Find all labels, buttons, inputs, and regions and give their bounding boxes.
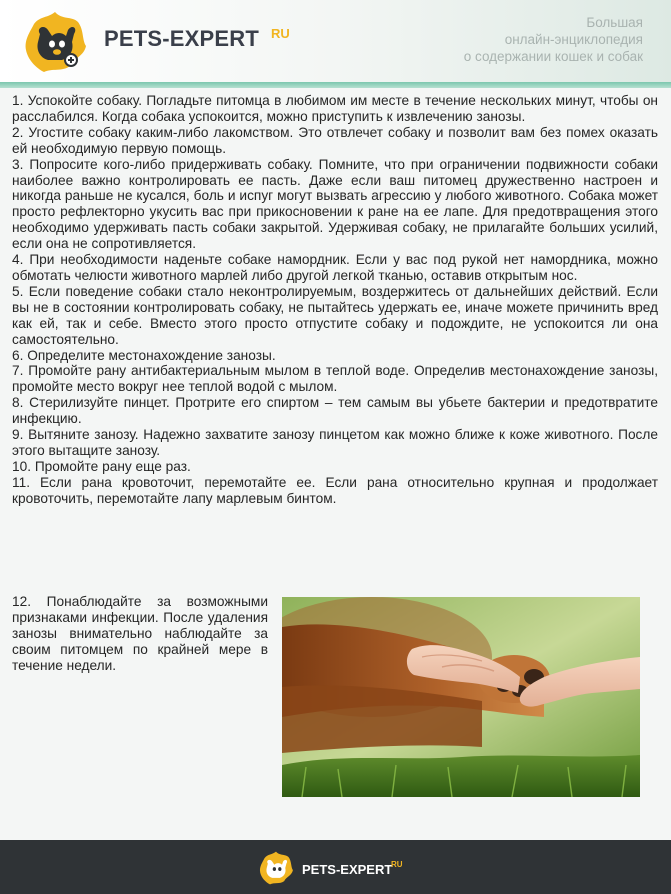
- step-paragraph: 10. Промойте рану еще раз.: [12, 458, 191, 474]
- site-header: [0, 0, 671, 82]
- footer-brand-name[interactable]: PETS-EXPERT: [302, 862, 393, 877]
- step-paragraph: 5. Если поведение собаки стало неконтролируемым, воздержитесь от дальнейших действий. Если вы не в состоянии контролировать собаку, не пытайтесь удержать ее, иначе можете причинить вред как ей, так и себе. Вместо этого просто отпустите собаку и подождите, не успокоится ли она самостоятельно.: [12, 283, 658, 347]
- pets-logo-icon[interactable]: [258, 850, 294, 886]
- pets-logo-icon[interactable]: [22, 10, 88, 74]
- site-tagline: [464, 14, 643, 65]
- brand-name[interactable]: PETS-EXPERT: [104, 26, 260, 51]
- step-paragraph: 9. Вытяните занозу. Надежно захватите занозу пинцетом как можно ближе к коже животного. После этого вытащите занозу.: [12, 427, 658, 458]
- step-paragraph: 3. Попросите кого-либо придерживать собаку. Помните, что при ограничении подвижности собаки наиболее важно контролировать ее пасть. Даже если ваш питомец дружественно настроен и никогда раньше не кусался, боль и испуг могут вызвать агрессию у любого животного. Собака может просто рефлекторно укусить вас при прикосновении к ране на ее лапе. Для предотвращения этого необходимо удерживать пасть собаки закрытой. Удерживая собаку, не прилагайте больших усилий, если она не сопротивляется.: [12, 156, 658, 252]
- hand-holding-dog-paw-photo: [282, 597, 640, 797]
- footer-brand-suffix: RU: [391, 860, 403, 869]
- step-paragraph: 8. Стерилизуйте пинцет. Протрите его спиртом – тем самым вы убьете бактерии и предотвратите инфекцию.: [12, 395, 658, 427]
- site-footer: [0, 840, 671, 894]
- tagline-line: онлайн-энциклопедия: [504, 32, 643, 47]
- step-paragraph: 6. Определите местонахождение занозы.: [12, 347, 276, 363]
- step-paragraph: 1. Успокойте собаку. Погладьте питомца в любимом им месте в течение нескольких минут, чтобы он расслабился. Когда собака успокоится, можно приступить к извлечению занозы.: [12, 93, 658, 124]
- final-step: [12, 594, 268, 674]
- header-divider: [0, 82, 671, 88]
- step-paragraph: 11. Если рана кровоточит, перемотайте ее. Если рана относительно крупная и продолжает кровоточить, перемотайте лапу марлевым бинтом.: [12, 474, 658, 506]
- step-paragraph: 4. При необходимости наденьте собаке намордник. Если у вас под рукой нет намордника, можно обмотать челюсти животного марлей либо другой легкой тканью, оставив открытым нос.: [12, 252, 658, 283]
- step-paragraph: 12. Понаблюдайте за возможными признаками инфекции. После удаления занозы внимательно наблюдайте за своим питомцем по крайней мере в течение недели.: [12, 594, 268, 673]
- tagline-line: Большая: [586, 15, 643, 30]
- tagline-line: о содержании кошек и собак: [463, 49, 643, 64]
- step-paragraph: 7. Промойте рану антибактериальным мылом в теплой воде. Определив местонахождение занозы, промойте место вокруг нее теплой водой с мылом.: [12, 363, 658, 395]
- brand-suffix: RU: [271, 26, 290, 41]
- step-paragraph: 2. Угостите собаку каким-либо лакомством. Это отвлечет собаку и позволит вам без помех оказать ей необходимую первую помощь.: [12, 124, 658, 156]
- article-body: [12, 93, 658, 507]
